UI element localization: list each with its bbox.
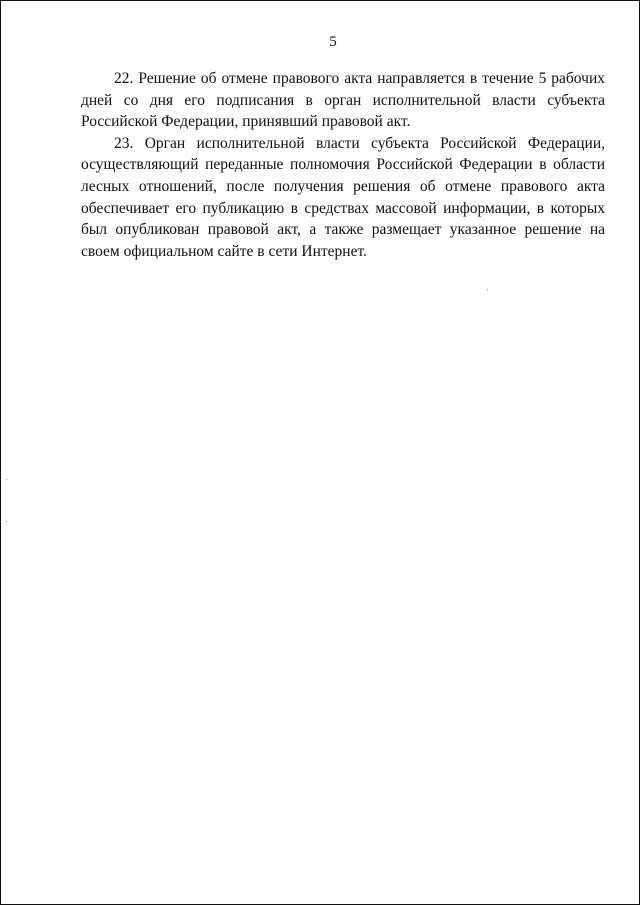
scan-speck (487, 289, 488, 290)
page-number: 5 (329, 34, 337, 50)
scan-speck (6, 479, 7, 480)
scan-speck (6, 521, 7, 522)
paragraph-22: 22. Решение об отмене правового акта направляется в течение 5 рабочих дней со дня его подписания в орган исполнительной власти субъекта Российской Федерации, принявший правовой акт. (81, 70, 605, 131)
document-body (81, 68, 605, 262)
paragraph-23: 23. Орган исполнительной власти субъекта Российской Федерации, осуществляющий переданные полномочия Российской Федерации в области лесных отношений, после получения решения об отмене правового акта обеспечивает его публикацию в средствах массовой информации, в которых был опубликован правовой акт, а также размещает указанное решение на своем официальном сайте в сети Интернет. (81, 134, 605, 260)
